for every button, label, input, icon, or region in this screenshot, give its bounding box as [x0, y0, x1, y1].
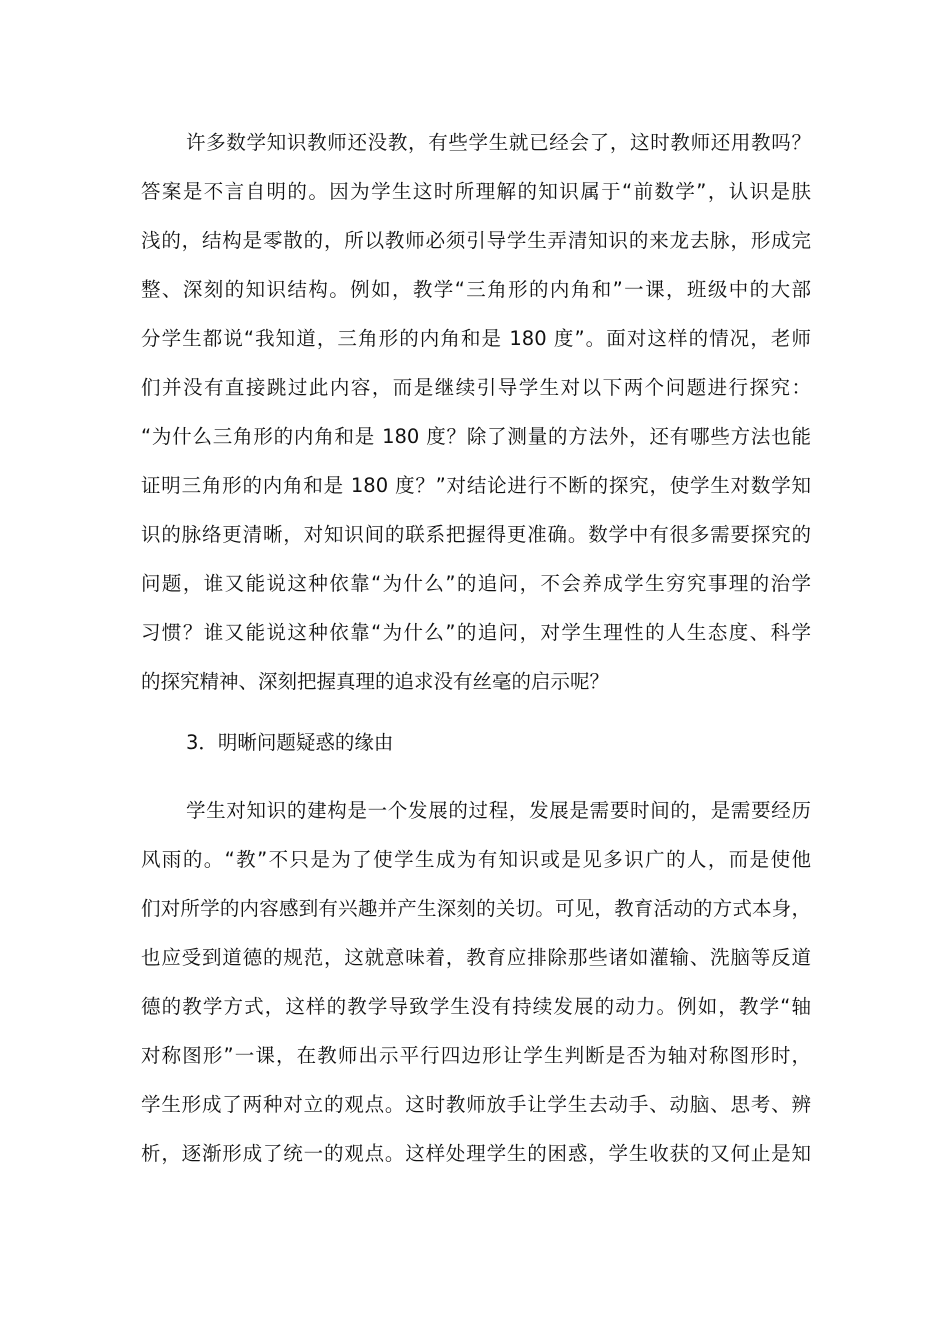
text-line: 德的教学方式，这样的教学导致学生没有持续发展的动力。例如，教学“轴: [141, 995, 811, 1018]
section-heading: 3．明晰问题疑惑的缘由: [186, 731, 394, 754]
text-line: 对称图形”一课，在教师出示平行四边形让学生判断是否为轴对称图形时，: [141, 1044, 811, 1067]
text-line: 们对所学的内容感到有兴趣并产生深刻的关切。可见，教育活动的方式本身，: [141, 897, 811, 920]
text-line: 习惯？谁又能说这种依靠“为什么”的追问，对学生理性的人生态度、科学: [141, 621, 811, 644]
text-line: 析，逐渐形成了统一的观点。这样处理学生的困惑，学生收获的又何止是知: [141, 1142, 811, 1165]
text-line: 的探究精神、深刻把握真理的追求没有丝毫的启示呢？: [141, 670, 610, 693]
text-line: 分学生都说“我知道，三角形的内角和是 180 度”。面对这样的情况，老师: [141, 327, 811, 350]
text-line: 们并没有直接跳过此内容，而是继续引导学生对以下两个问题进行探究：: [141, 376, 811, 399]
text-line: 也应受到道德的规范，这就意味着，教育应排除那些诸如灌输、洗脑等反道: [141, 946, 811, 969]
text-line: 许多数学知识教师还没教，有些学生就已经会了，这时教师还用教吗？: [186, 131, 811, 154]
text-line: 学生形成了两种对立的观点。这时教师放手让学生去动手、动脑、思考、辨: [141, 1093, 811, 1116]
text-line: 识的脉络更清晰，对知识间的联系把握得更准确。数学中有很多需要探究的: [141, 523, 811, 546]
text-line: “为什么三角形的内角和是 180 度？除了测量的方法外，还有哪些方法也能: [141, 425, 811, 448]
text-line: 证明三角形的内角和是 180 度？”对结论进行不断的探究，使学生对数学知: [141, 474, 811, 497]
text-line: 答案是不言自明的。因为学生这时所理解的知识属于“前数学”，认识是肤: [141, 180, 811, 203]
text-line: 整、深刻的知识结构。例如，教学“三角形的内角和”一课，班级中的大部: [141, 278, 811, 301]
text-line: 学生对知识的建构是一个发展的过程，发展是需要时间的，是需要经历: [186, 799, 811, 822]
text-line: 浅的，结构是零散的，所以教师必须引导学生弄清知识的来龙去脉，形成完: [141, 229, 811, 252]
text-line: 问题，谁又能说这种依靠“为什么”的追问，不会养成学生穷究事理的治学: [141, 572, 811, 595]
text-line: 风雨的。“教”不只是为了使学生成为有知识或是见多识广的人，而是使他: [141, 848, 811, 871]
